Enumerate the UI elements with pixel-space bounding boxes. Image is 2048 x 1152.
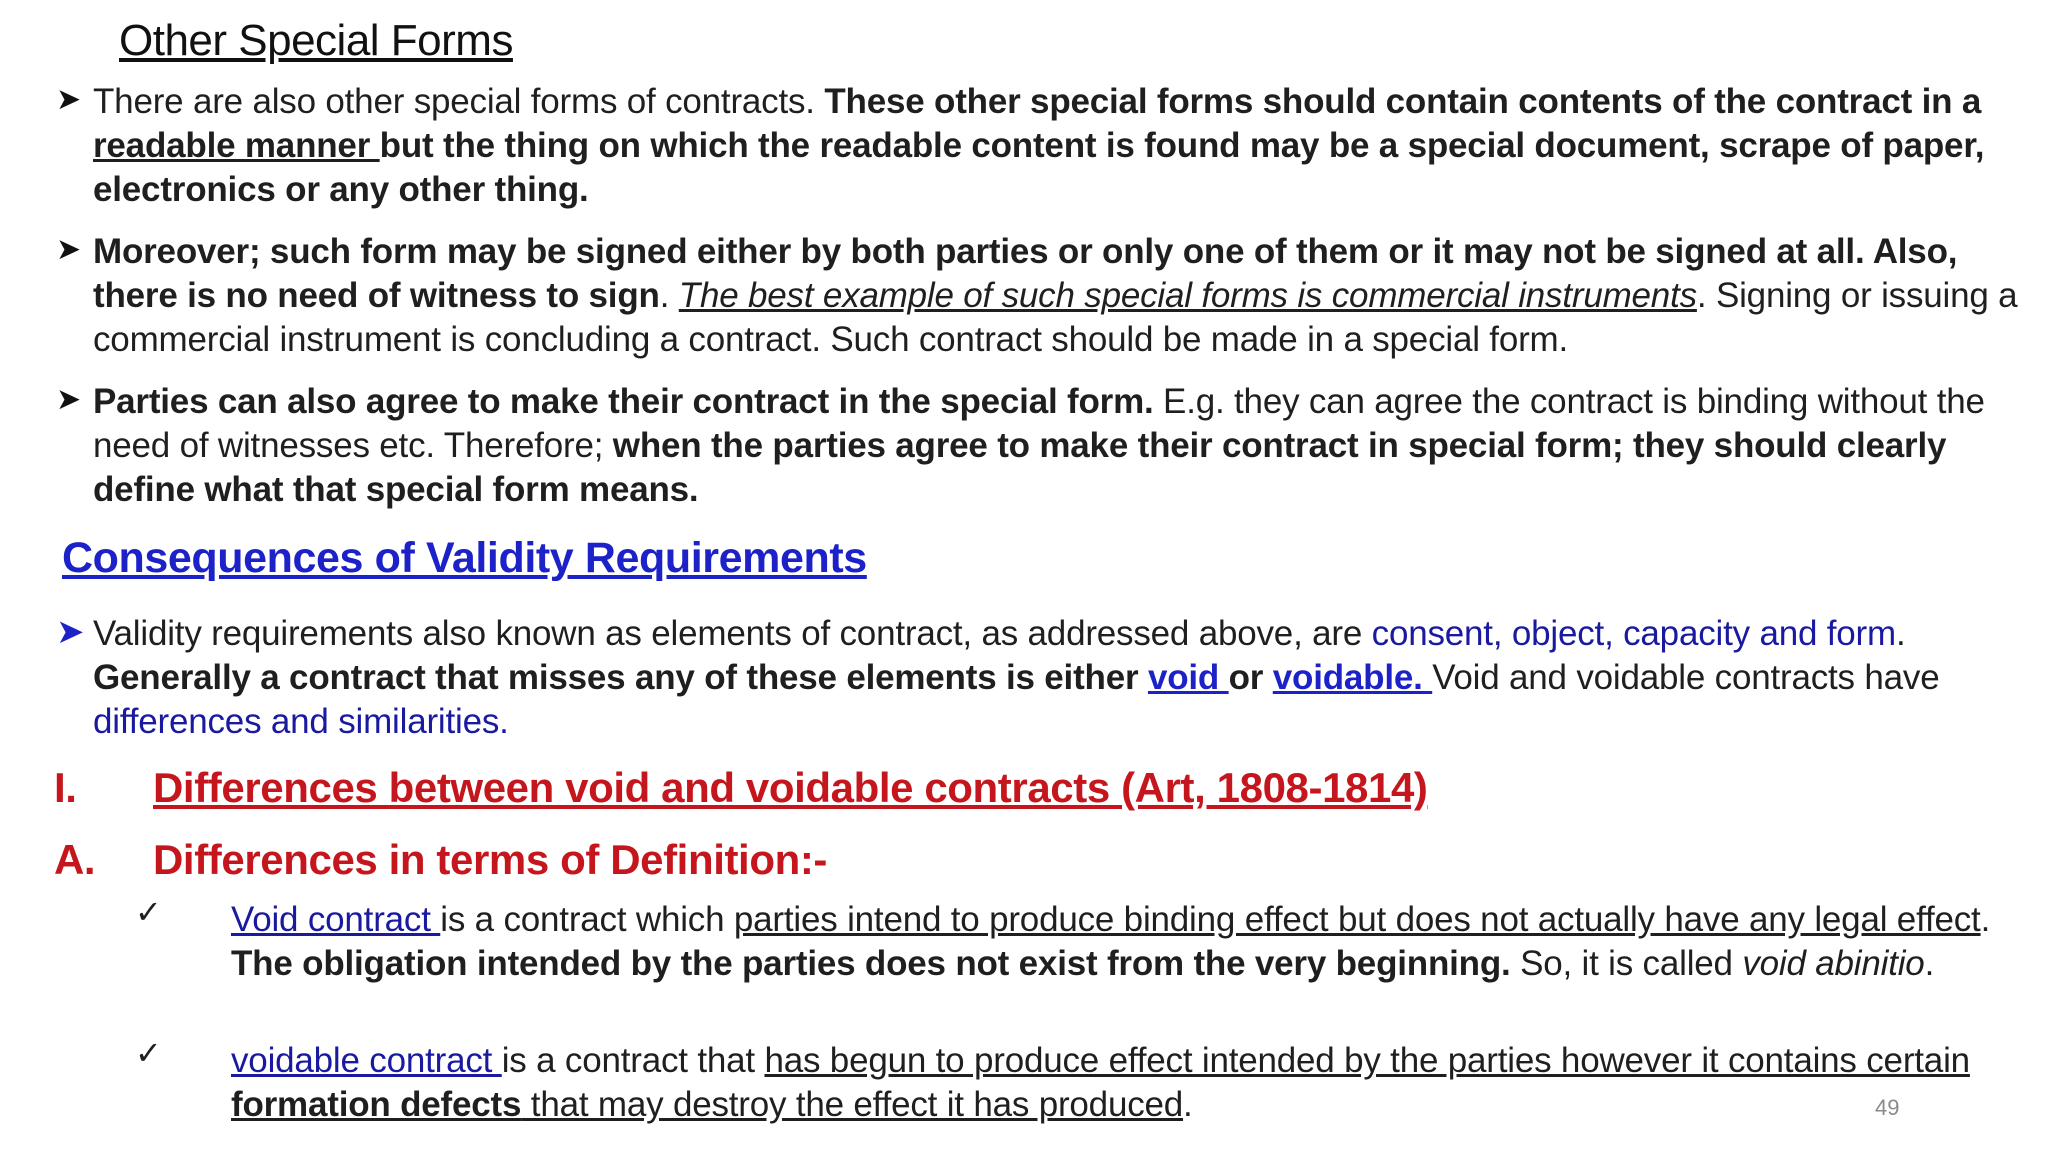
text-run: . xyxy=(1183,1085,1193,1124)
text-run: consent, object, capacity and form xyxy=(1371,614,1896,653)
text-run: There are also other special forms of contracts. xyxy=(93,82,825,121)
checkmark-icon: ✓ xyxy=(135,894,162,930)
arrow-bullet-icon: ➤ xyxy=(56,383,82,416)
text-run: but the thing on which the readable content is found may be a special document, scrape of paper, electronics or any other thing. xyxy=(93,126,1985,209)
text-run: or xyxy=(1228,658,1273,697)
text-run: . Signing or issuing a commercial instrument is concluding a contract. Such contract should be made in a special form. xyxy=(93,276,2018,359)
text-run: . xyxy=(1980,900,1991,939)
text-run: is a contract that xyxy=(501,1041,765,1080)
slide-title: Other Special Forms xyxy=(119,16,513,65)
sub-bullet-voidable xyxy=(231,1039,2031,1127)
voidable-link[interactable]: voidable. xyxy=(1272,658,1433,697)
text-run: void abinitio xyxy=(1742,944,1925,983)
text-run: . xyxy=(659,276,679,315)
heading-text: Differences between void and voidable contracts (Art, 1808-1814) xyxy=(153,764,1428,811)
text-run: formation defects xyxy=(231,1085,522,1124)
text-run: The obligation intended by the parties does not exist from the very beginning. xyxy=(231,944,1511,983)
void-link[interactable]: void xyxy=(1147,658,1229,697)
text-run: has begun to produce effect intended by the parties however it contains certain xyxy=(764,1041,1970,1080)
text-run: . xyxy=(1895,614,1906,653)
list-marker: A. xyxy=(54,836,96,883)
text-run: These other special forms should contain contents of the contract in a xyxy=(824,82,1982,121)
bullet-paragraph-1 xyxy=(93,80,2023,212)
arrow-bullet-icon: ➤ xyxy=(56,613,85,651)
text-run: . xyxy=(1924,944,1935,983)
text-run: E.g. they can agree the contract is binding without the need of witnesses etc. Therefore; xyxy=(93,382,1985,465)
list-marker: I. xyxy=(54,764,77,811)
text-run: Void and voidable contracts have xyxy=(1432,658,1940,697)
bullet-paragraph-3 xyxy=(93,380,2023,512)
voidable-contract-link[interactable]: voidable contract xyxy=(231,1041,502,1080)
text-run: Parties can also agree to make their contract in the special form. xyxy=(93,382,1164,421)
text-run: parties intend to produce binding effect but does not actually have any legal effect xyxy=(733,900,1981,939)
text-run: So, it is called xyxy=(1510,944,1743,983)
section-heading: Consequences of Validity Requirements xyxy=(62,534,867,582)
validity-paragraph xyxy=(93,612,2023,744)
text-run: The best example of such special forms is commercial instruments xyxy=(678,276,1697,315)
bullet-paragraph-2 xyxy=(93,230,2023,362)
text-run: Generally a contract that misses any of these elements is either xyxy=(93,658,1148,697)
arrow-bullet-icon: ➤ xyxy=(56,83,82,116)
text-run: is a contract which xyxy=(440,900,734,939)
arrow-bullet-icon: ➤ xyxy=(56,233,82,266)
text-run: Moreover; such form may be signed either by both parties or only one of them or it may not be signed at all. Also, there is no need of witness to sign xyxy=(93,232,1958,315)
text-run: when the parties agree to make their contract in special form; they should clearly define what that special form means. xyxy=(93,426,1947,509)
checkmark-icon: ✓ xyxy=(135,1035,162,1071)
page-number: 49 xyxy=(1875,1095,1900,1120)
text-run: differences and similarities. xyxy=(93,702,509,741)
text-run: readable manner xyxy=(93,126,380,165)
heading-text: Differences in terms of Definition:- xyxy=(153,836,828,883)
text-run: Validity requirements also known as elements of contract, as addressed above, are xyxy=(93,614,1372,653)
void-contract-link[interactable]: Void contract xyxy=(231,900,441,939)
sub-bullet-void xyxy=(231,898,2031,986)
text-run: that may destroy the effect it has produced xyxy=(521,1085,1184,1124)
